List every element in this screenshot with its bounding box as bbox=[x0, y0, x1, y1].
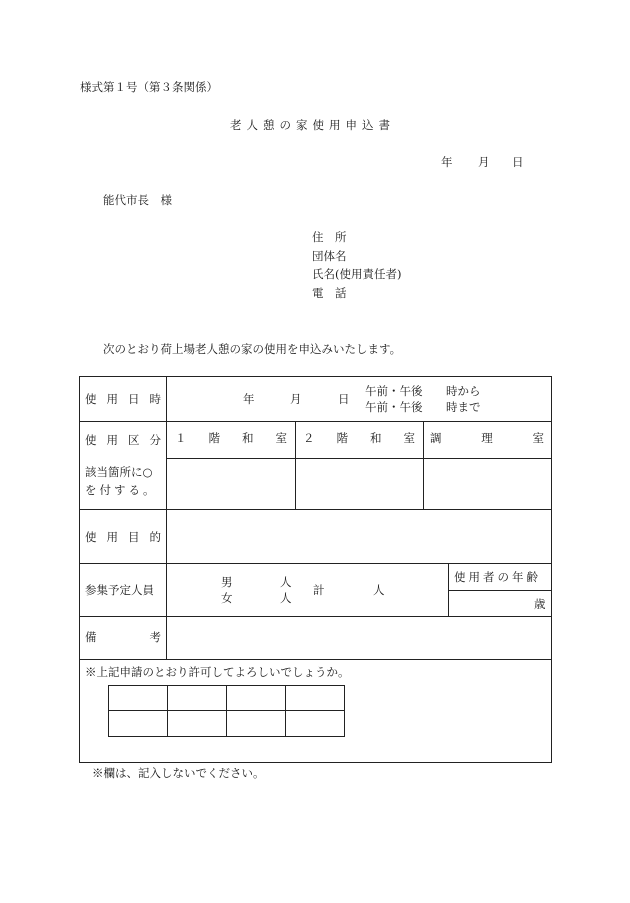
remarks-label: 備 考 bbox=[85, 630, 161, 644]
female-label: 女 bbox=[221, 591, 233, 605]
start-ampm-label: 午前・午後 bbox=[365, 384, 423, 398]
male-unit: 人 bbox=[280, 575, 292, 589]
room-2f-mark-cell[interactable] bbox=[296, 459, 423, 509]
usage-category-label: 使用区分 bbox=[85, 433, 171, 447]
female-unit: 人 bbox=[280, 591, 292, 605]
usage-datetime-label: 使用日時 bbox=[85, 392, 171, 406]
total-label: 計 bbox=[313, 583, 325, 597]
end-ampm-label: 午前・午後 bbox=[365, 400, 423, 414]
addressee: 能代市長 様 bbox=[103, 193, 172, 207]
address-label: 住 所 bbox=[312, 230, 347, 244]
start-time-suffix: 時から bbox=[446, 384, 481, 398]
room-2f-japanese: ２ 階 和 室 bbox=[303, 431, 415, 445]
approval-question: ※上記申請のとおり許可してよろしいでしょうか。 bbox=[85, 665, 350, 679]
room-kitchen-mark-cell[interactable] bbox=[424, 459, 551, 509]
usage-category-note-line2: を付する。 bbox=[85, 483, 158, 497]
usage-year-label: 年 bbox=[243, 392, 255, 406]
group-name-label: 団体名 bbox=[312, 249, 347, 263]
date-year-label: 年 bbox=[441, 155, 453, 169]
user-age-label: 使用者の年齢 bbox=[454, 570, 541, 584]
intro-text: 次のとおり荷上場老人憩の家の使用を申込みいたします。 bbox=[103, 342, 402, 356]
usage-month-label: 月 bbox=[290, 392, 302, 406]
end-time-suffix: 時まで bbox=[446, 400, 481, 414]
total-unit: 人 bbox=[373, 583, 385, 597]
usage-category-note-line1: 該当箇所に○ bbox=[85, 465, 153, 479]
usage-day-label: 日 bbox=[338, 392, 350, 406]
usage-purpose-label: 使用目的 bbox=[85, 530, 171, 544]
form-number: 様式第１号（第３条関係） bbox=[80, 80, 218, 94]
male-label: 男 bbox=[221, 575, 233, 589]
room-1f-japanese: １ 階 和 室 bbox=[175, 431, 287, 445]
room-1f-mark-cell[interactable] bbox=[167, 459, 295, 509]
remarks-field[interactable] bbox=[167, 617, 551, 659]
form-title: 老人憩の家使用申込書 bbox=[230, 118, 395, 132]
responsible-name-label: 氏名(使用責任者) bbox=[312, 267, 402, 281]
user-age-unit[interactable]: 歳 bbox=[534, 597, 546, 611]
attendees-label: 参集予定人員 bbox=[85, 583, 154, 597]
date-month-label: 月 bbox=[478, 155, 490, 169]
date-day-label: 日 bbox=[512, 155, 524, 169]
usage-purpose-field[interactable] bbox=[167, 510, 551, 563]
phone-label: 電 話 bbox=[312, 286, 347, 300]
footer-note: ※欄は、記入しないでください。 bbox=[92, 766, 265, 780]
room-kitchen: 調 理 室 bbox=[430, 431, 544, 445]
approval-stamp-grid bbox=[109, 686, 344, 736]
